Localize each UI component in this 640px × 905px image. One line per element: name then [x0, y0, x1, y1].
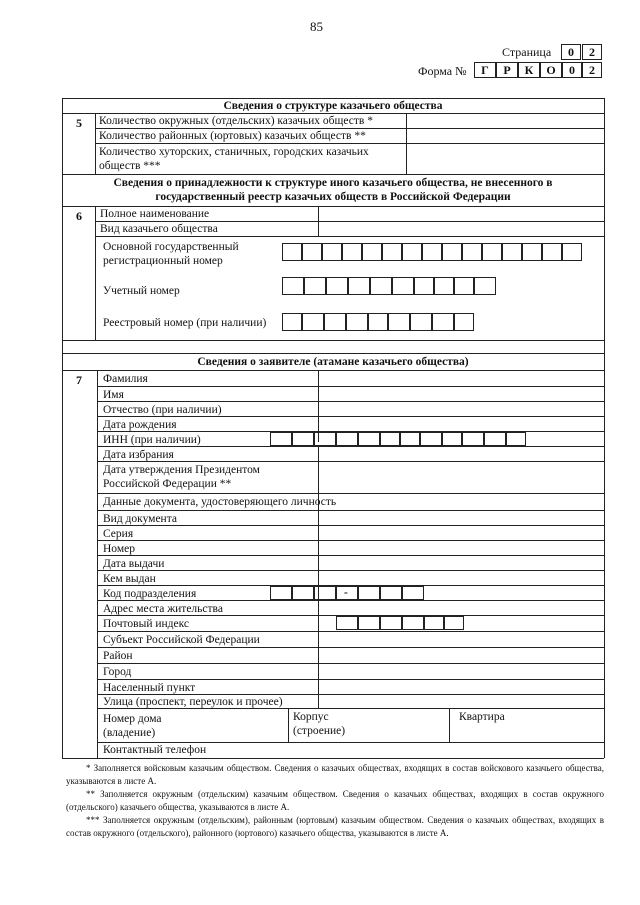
approval-date-label: Дата утверждения Президентом Российской Федерации ** — [103, 464, 260, 490]
settlement-label: Населенный пункт — [103, 682, 196, 694]
birth-date-field[interactable] — [319, 417, 603, 431]
count-local-societies-label: Количество хуторских, станичных, городских казачьих обществ *** — [99, 146, 369, 172]
series-label: Серия — [103, 528, 134, 540]
patronymic-field[interactable] — [319, 402, 603, 416]
apartment-field[interactable] — [520, 709, 603, 741]
issued-by-label: Кем выдан — [103, 573, 156, 585]
count-district-societies-label: Количество окружных (отдельских) казачьих обществ * — [99, 115, 373, 127]
inn-label: ИНН (при наличии) — [103, 434, 201, 446]
election-date-field[interactable] — [319, 447, 603, 461]
form-label: Форма № — [418, 64, 467, 78]
row-number-5: 5 — [76, 116, 82, 130]
form-cell[interactable]: 0 — [562, 62, 582, 78]
full-name-field[interactable] — [319, 207, 603, 221]
name-field[interactable] — [319, 387, 603, 401]
division-code-label: Код подразделения — [103, 588, 197, 600]
building-label: Корпус (строение) — [293, 711, 346, 737]
birth-date-label: Дата рождения — [103, 419, 177, 431]
page-number: 85 — [310, 19, 323, 34]
count-regional-societies-label: Количество районных (юртовых) казачьих обществ ** — [99, 130, 366, 142]
issue-date-field[interactable] — [319, 556, 603, 570]
row-number-6: 6 — [76, 209, 82, 223]
society-kind-field[interactable] — [319, 222, 603, 236]
footnote-1: * Заполняется войсковым казачьим обществом. Сведения о казачьих обществах, входящих в состав войскового казачьего общества, указываются в листе А. — [66, 763, 604, 786]
street-field[interactable] — [319, 695, 603, 708]
approval-date-field[interactable] — [319, 462, 603, 492]
number-label: Номер — [103, 543, 135, 555]
footnote-3: *** Заполняется окружным (отдельским), районным (юртовым) казачьим обществом. Сведения о казачьих обществах, входящих в состав окружного (отдельского), районного (юртового) казачьего общества, указываются в листе А. — [66, 815, 604, 838]
row-number-7: 7 — [76, 373, 82, 387]
city-label: Город — [103, 666, 132, 678]
house-field[interactable] — [190, 709, 287, 741]
number-field[interactable] — [319, 541, 603, 555]
page-label: Страница — [502, 45, 552, 59]
page-cell[interactable]: 2 — [582, 44, 602, 60]
region-label: Субъект Российской Федерации — [103, 634, 260, 646]
district-field[interactable] — [319, 648, 603, 662]
street-label: Улица (проспект, переулок и прочее) — [103, 696, 283, 708]
ogrn-label: Основной государственный регистрационный номер — [103, 241, 239, 267]
surname-label: Фамилия — [103, 373, 148, 385]
document-type-label: Вид документа — [103, 513, 177, 525]
count-regional-societies-field[interactable] — [407, 129, 603, 143]
building-field[interactable] — [365, 709, 448, 741]
surname-field[interactable] — [319, 371, 603, 385]
form-cell[interactable]: К — [518, 62, 540, 78]
id-document-label: Данные документа, удостоверяющего личность — [103, 496, 337, 508]
region-field[interactable] — [319, 632, 603, 646]
division-code-dash: - — [344, 587, 348, 599]
form-cell[interactable]: О — [540, 62, 562, 78]
page-cell[interactable]: 0 — [561, 44, 581, 60]
registry-number-label: Реестровый номер (при наличии) — [103, 317, 267, 329]
apartment-label: Квартира — [459, 711, 505, 723]
account-number-label: Учетный номер — [103, 285, 180, 297]
name-label: Имя — [103, 389, 124, 401]
address-label: Адрес места жительства — [103, 603, 223, 615]
postal-code-label: Почтовый индекс — [103, 618, 190, 630]
settlement-field[interactable] — [319, 680, 603, 694]
issue-date-label: Дата выдачи — [103, 558, 165, 570]
society-kind-label: Вид казачьего общества — [100, 223, 218, 235]
count-local-societies-field[interactable] — [407, 144, 603, 174]
city-field[interactable] — [319, 664, 603, 678]
election-date-label: Дата избрания — [103, 449, 174, 461]
house-label: Номер дома (владение) — [103, 713, 162, 739]
issued-by-field[interactable] — [319, 571, 603, 585]
document-type-field[interactable] — [319, 511, 603, 525]
phone-field[interactable] — [319, 743, 603, 757]
form-cell[interactable]: 2 — [582, 62, 602, 78]
footnote-2: ** Заполняется окружным (отдельским) казачьим обществом. Сведения о казачьих обществах, входящих в состав окружного (отдельского) казачьего общества, указываются в листе А. — [66, 789, 604, 812]
phone-label: Контактный телефон — [103, 744, 207, 756]
district-label: Район — [103, 650, 133, 662]
count-district-societies-field[interactable] — [407, 114, 603, 128]
section-structure-title: Сведения о структуре казачьего общества — [223, 100, 443, 112]
full-name-label: Полное наименование — [100, 208, 210, 220]
form-cell[interactable]: Р — [496, 62, 518, 78]
section-membership-title: Сведения о принадлежности к структуре иного казачьего общества, не внесенного в государственный реестр казачьих обществ в Российской Федерации — [113, 177, 553, 203]
section-applicant-title: Сведения о заявителе (атамане казачьего общества) — [197, 356, 469, 368]
series-field[interactable] — [319, 526, 603, 540]
form-cell[interactable]: Г — [474, 62, 496, 78]
patronymic-label: Отчество (при наличии) — [103, 404, 222, 416]
